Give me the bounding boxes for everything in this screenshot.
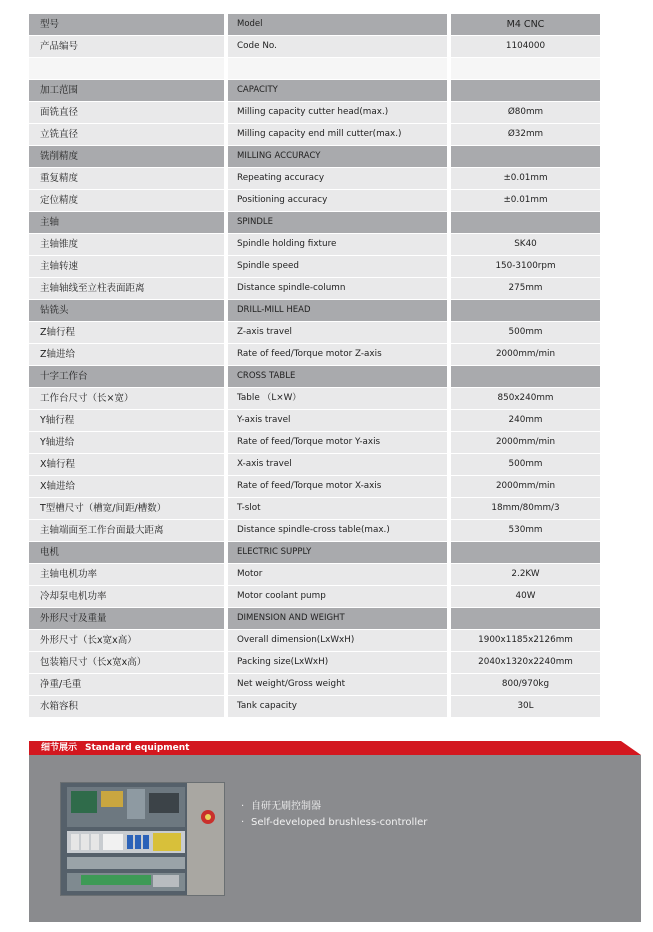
- model-value: M4 CNC: [451, 14, 600, 35]
- spec-label-cn: 净重/毛重: [29, 674, 224, 695]
- spec-label-en: Rate of feed/Torque motor Y-axis: [228, 432, 447, 453]
- spec-row: [29, 476, 600, 498]
- spec-label-en: Packing size(LxWxH): [228, 652, 447, 673]
- spec-row: [29, 586, 600, 608]
- spec-label-cn: 工作台尺寸（长×宽）: [29, 388, 224, 409]
- spec-value: ±0.01mm: [451, 190, 600, 211]
- spec-label-en: Positioning accuracy: [228, 190, 447, 211]
- feature-item: [241, 815, 427, 831]
- spec-value: 2000mm/min: [451, 432, 600, 453]
- spec-label-cn: X轴进给: [29, 476, 224, 497]
- spec-label-en: Spindle holding fixture: [228, 234, 447, 255]
- section-header-value: [451, 146, 600, 167]
- section-title-en: CROSS TABLE: [228, 366, 447, 387]
- standard-equipment-banner: [29, 741, 641, 755]
- spec-label-en: Distance spindle-column: [228, 278, 447, 299]
- spec-label-cn: 主轴端面至工作台面最大距离: [29, 520, 224, 541]
- spec-label-cn: Z轴进给: [29, 344, 224, 365]
- spec-label-cn: 外形尺寸（长x宽x高）: [29, 630, 224, 651]
- spec-row: [29, 168, 600, 190]
- section-header-value: [451, 608, 600, 629]
- spec-label-cn: 面铣直径: [29, 102, 224, 123]
- spec-label-cn: Y轴进给: [29, 432, 224, 453]
- banner-title-cn: 细节展示: [41, 743, 78, 753]
- section-title-en: SPINDLE: [228, 212, 447, 233]
- feature-list: [241, 799, 427, 831]
- feature-bullet: ·: [241, 801, 245, 812]
- spec-label-en: Spindle speed: [228, 256, 447, 277]
- section-title-cn: 十字工作台: [29, 366, 224, 387]
- spec-label-en: Milling capacity end mill cutter(max.): [228, 124, 447, 145]
- section-header-row: [29, 212, 600, 234]
- section-title-en: DIMENSION AND WEIGHT: [228, 608, 447, 629]
- spacer-row: [29, 58, 600, 80]
- spec-value: 500mm: [451, 322, 600, 343]
- spec-value: 240mm: [451, 410, 600, 431]
- spec-label-cn: 主轴转速: [29, 256, 224, 277]
- spec-label-en: Z-axis travel: [228, 322, 447, 343]
- controller-illustration: [61, 783, 224, 895]
- feature-item: [241, 799, 427, 815]
- spec-value: 150-3100rpm: [451, 256, 600, 277]
- spec-label-cn: X轴行程: [29, 454, 224, 475]
- spec-row: [29, 344, 600, 366]
- spec-value: 1900x1185x2126mm: [451, 630, 600, 651]
- controller-photo: [60, 782, 225, 896]
- spec-row: [29, 454, 600, 476]
- spec-label-en: Motor: [228, 564, 447, 585]
- code-label-en: Code No.: [228, 36, 447, 57]
- spec-label-cn: 主轴电机功率: [29, 564, 224, 585]
- spec-value: 30L: [451, 696, 600, 717]
- spec-value: ±0.01mm: [451, 168, 600, 189]
- spec-value: 850x240mm: [451, 388, 600, 409]
- spec-label-en: X-axis travel: [228, 454, 447, 475]
- section-header-value: [451, 212, 600, 233]
- spacer-cell: [29, 58, 224, 79]
- spec-label-cn: 包装箱尺寸（长x宽x高）: [29, 652, 224, 673]
- section-title-cn: 钻铣头: [29, 300, 224, 321]
- spec-value: 2000mm/min: [451, 476, 600, 497]
- spec-row: [29, 190, 600, 212]
- spec-row: [29, 432, 600, 454]
- section-header-value: [451, 300, 600, 321]
- section-title-cn: 电机: [29, 542, 224, 563]
- spec-label-cn: 定位精度: [29, 190, 224, 211]
- spec-row: [29, 256, 600, 278]
- section-title-en: MILLING ACCURACY: [228, 146, 447, 167]
- spec-label-cn: 冷却泵电机功率: [29, 586, 224, 607]
- spec-row: [29, 388, 600, 410]
- section-header-value: [451, 542, 600, 563]
- spec-value: 800/970kg: [451, 674, 600, 695]
- spec-label-en: Rate of feed/Torque motor X-axis: [228, 476, 447, 497]
- spec-label-cn: 主轴轴线至立柱表面距离: [29, 278, 224, 299]
- spec-row: [29, 498, 600, 520]
- spec-value: 40W: [451, 586, 600, 607]
- banner-title-en: Standard equipment: [85, 743, 190, 753]
- code-row: [29, 36, 600, 58]
- section-header-row: [29, 300, 600, 322]
- section-title-cn: 外形尺寸及重量: [29, 608, 224, 629]
- spec-value: 530mm: [451, 520, 600, 541]
- spec-label-en: Table （L×W）: [228, 388, 447, 409]
- spec-label-en: Motor coolant pump: [228, 586, 447, 607]
- spec-row: [29, 102, 600, 124]
- section-header-row: [29, 366, 600, 388]
- spec-row: [29, 322, 600, 344]
- code-value: 1104000: [451, 36, 600, 57]
- section-title-en: DRILL-MILL HEAD: [228, 300, 447, 321]
- spec-value: 2040x1320x2240mm: [451, 652, 600, 673]
- spec-label-cn: Z轴行程: [29, 322, 224, 343]
- spec-label-en: Repeating accuracy: [228, 168, 447, 189]
- spec-label-cn: 重复精度: [29, 168, 224, 189]
- spec-label-cn: 立铣直径: [29, 124, 224, 145]
- spec-row: [29, 278, 600, 300]
- spec-row: [29, 234, 600, 256]
- spec-row: [29, 652, 600, 674]
- section-title-cn: 加工范围: [29, 80, 224, 101]
- section-header-row: [29, 608, 600, 630]
- spec-label-cn: 水箱容积: [29, 696, 224, 717]
- code-label-cn: 产品编号: [29, 36, 224, 57]
- section-header-row: [29, 146, 600, 168]
- spec-value: Ø32mm: [451, 124, 600, 145]
- spec-label-en: Milling capacity cutter head(max.): [228, 102, 447, 123]
- spec-label-en: Rate of feed/Torque motor Z-axis: [228, 344, 447, 365]
- spec-label-en: Distance spindle-cross table(max.): [228, 520, 447, 541]
- section-header-value: [451, 366, 600, 387]
- model-label-en: Model: [228, 14, 447, 35]
- spacer-cell: [451, 58, 600, 79]
- spacer-cell: [228, 58, 447, 79]
- feature-text-cn: 自研无刷控制器: [251, 801, 321, 812]
- spec-row: [29, 410, 600, 432]
- spec-label-cn: 主轴锥度: [29, 234, 224, 255]
- spec-label-en: Net weight/Gross weight: [228, 674, 447, 695]
- banner-title: [41, 741, 197, 755]
- section-title-cn: 主轴: [29, 212, 224, 233]
- spec-value: 2.2KW: [451, 564, 600, 585]
- spec-label-cn: T型槽尺寸（槽宽/间距/槽数）: [29, 498, 224, 519]
- spec-value: 275mm: [451, 278, 600, 299]
- spec-row: [29, 564, 600, 586]
- spec-label-en: Y-axis travel: [228, 410, 447, 431]
- section-title-en: CAPACITY: [228, 80, 447, 101]
- spec-row: [29, 696, 600, 718]
- spec-value: 500mm: [451, 454, 600, 475]
- model-label-cn: 型号: [29, 14, 224, 35]
- section-title-en: ELECTRIC SUPPLY: [228, 542, 447, 563]
- spec-row: [29, 520, 600, 542]
- spec-label-en: T-slot: [228, 498, 447, 519]
- spec-row: [29, 674, 600, 696]
- section-title-cn: 铣削精度: [29, 146, 224, 167]
- spec-label-cn: Y轴行程: [29, 410, 224, 431]
- banner-tip: [621, 741, 641, 755]
- spec-label-en: Tank capacity: [228, 696, 447, 717]
- equipment-panel: [29, 755, 641, 922]
- feature-bullet: ·: [241, 817, 245, 828]
- spec-value: 18mm/80mm/3: [451, 498, 600, 519]
- section-header-row: [29, 80, 600, 102]
- section-header-value: [451, 80, 600, 101]
- spec-value: SK40: [451, 234, 600, 255]
- spec-label-en: Overall dimension(LxWxH): [228, 630, 447, 651]
- spec-sections: [29, 80, 600, 718]
- model-header-row: [29, 14, 600, 36]
- spec-row: [29, 630, 600, 652]
- spec-value: 2000mm/min: [451, 344, 600, 365]
- section-header-row: [29, 542, 600, 564]
- feature-text-en: Self-developed brushless-controller: [251, 817, 428, 828]
- spec-value: Ø80mm: [451, 102, 600, 123]
- spec-row: [29, 124, 600, 146]
- spec-table: [29, 14, 600, 718]
